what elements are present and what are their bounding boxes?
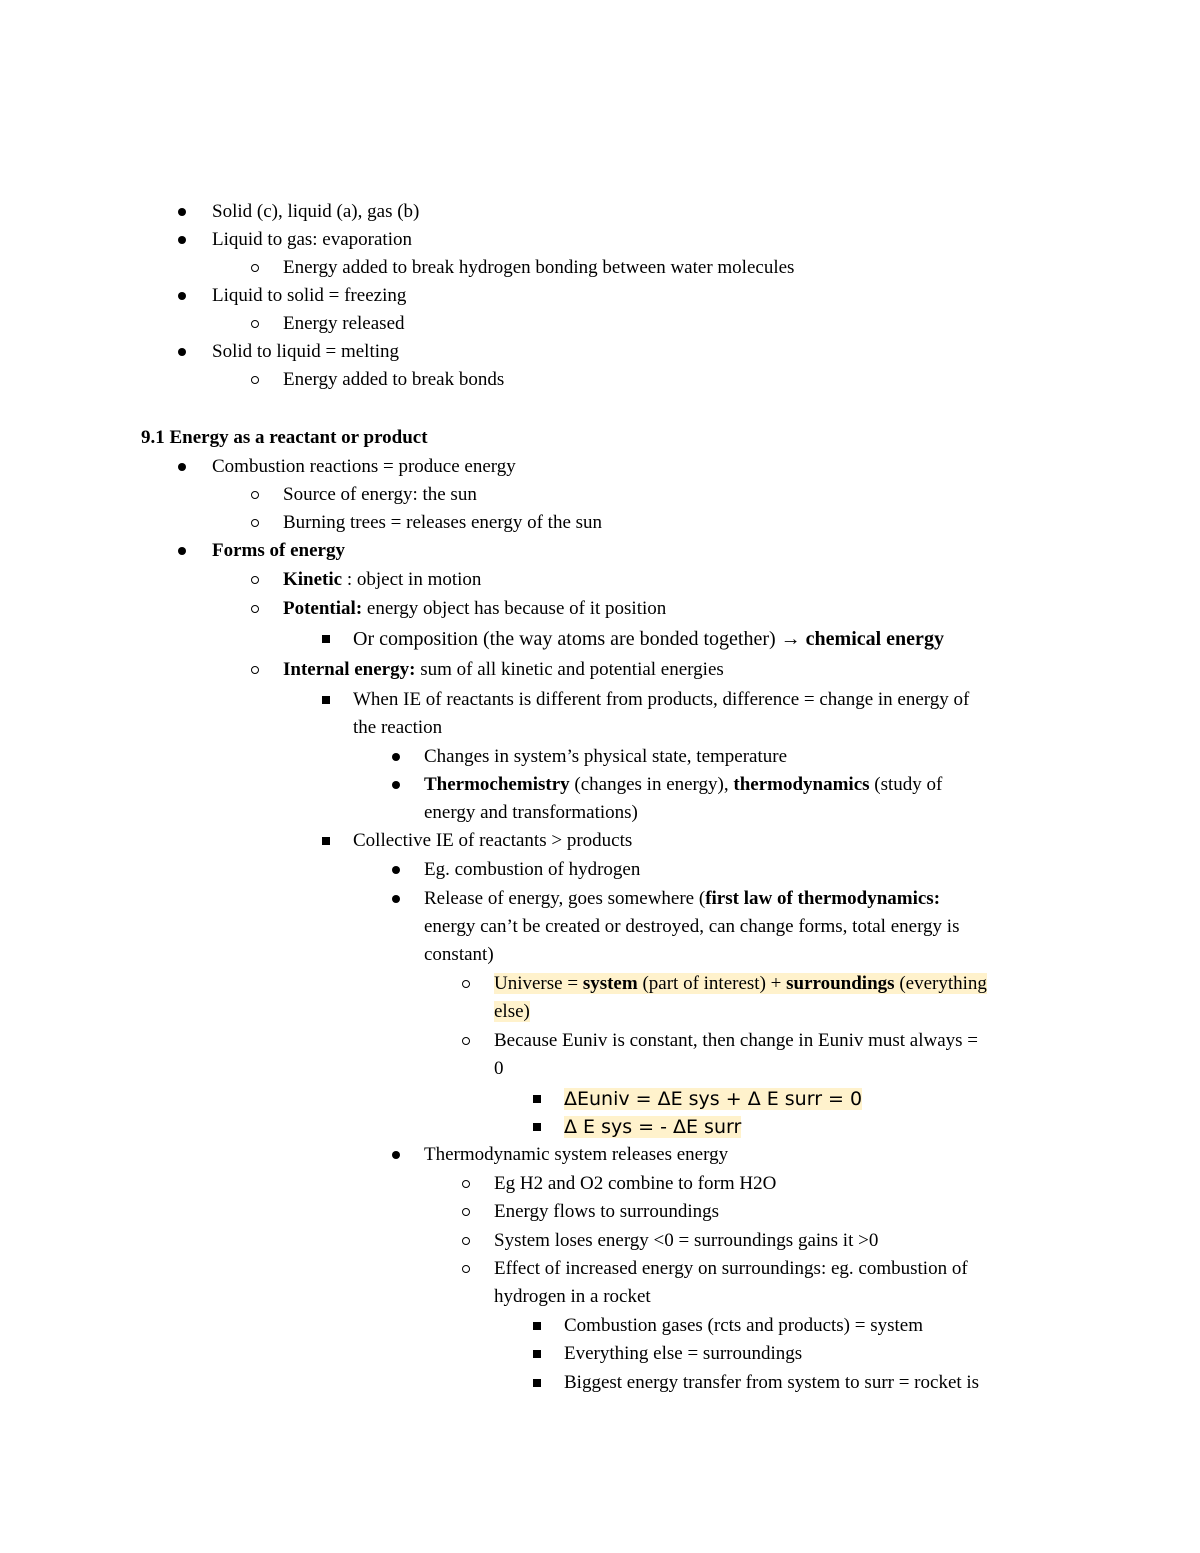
- list-item-continuation: energy can’t be created or destroyed, can change forms, total energy is: [424, 916, 960, 937]
- list-item: Liquid to solid = freezing: [212, 285, 407, 306]
- bullet-icon: [172, 198, 192, 226]
- list-item: Energy added to break hydrogen bonding between water molecules: [283, 257, 795, 278]
- list-item: Release of energy, goes somewhere (first law of thermodynamics:: [424, 888, 941, 909]
- bullet-icon: [316, 827, 336, 855]
- list-item: Eg H2 and O2 combine to form H2O: [494, 1173, 777, 1194]
- list-item: Kinetic : object in motion: [283, 569, 482, 590]
- list-item: Energy released: [283, 313, 405, 334]
- list-item: Collective IE of reactants > products: [353, 830, 633, 851]
- bullet-icon: [245, 366, 265, 394]
- bullet-icon: [245, 566, 265, 594]
- bullet-icon: [386, 743, 406, 771]
- list-item: Forms of energy: [212, 540, 345, 561]
- bullet-icon: [172, 282, 192, 310]
- list-item: Or composition (the way atoms are bonded together) → chemical energy: [353, 628, 944, 650]
- bullet-icon: [456, 970, 476, 998]
- bullet-icon: [316, 686, 336, 714]
- list-item: Combustion reactions = produce energy: [212, 456, 516, 477]
- list-item-continuation: energy and transformations): [424, 802, 638, 823]
- list-item: Thermodynamic system releases energy: [424, 1144, 729, 1165]
- list-item: Potential: energy object has because of it position: [283, 598, 667, 619]
- bullet-icon: [245, 310, 265, 338]
- list-item-continuation: hydrogen in a rocket: [494, 1286, 651, 1307]
- list-item: Universe = system (part of interest) + surroundings (everything: [494, 973, 987, 994]
- bullet-icon: [172, 338, 192, 366]
- list-item: Internal energy: sum of all kinetic and potential energies: [283, 659, 724, 680]
- bullet-icon: [316, 625, 336, 653]
- bullet-icon: [245, 481, 265, 509]
- bullet-icon: [527, 1340, 547, 1368]
- list-item: Thermochemistry (changes in energy), thermodynamics (study of: [424, 774, 943, 795]
- bullet-icon: [386, 885, 406, 913]
- bullet-icon: [456, 1170, 476, 1198]
- bullet-icon: [245, 509, 265, 537]
- list-item-continuation: constant): [424, 944, 494, 965]
- equation: ΔEuniv = ΔE sys + Δ E surr = 0: [564, 1088, 863, 1110]
- bullet-icon: [386, 856, 406, 884]
- bullet-icon: [386, 1141, 406, 1169]
- list-item-continuation: 0: [494, 1058, 504, 1079]
- bullet-icon: [172, 453, 192, 481]
- bullet-icon: [456, 1255, 476, 1283]
- bullet-icon: [172, 537, 192, 565]
- list-item: Energy flows to surroundings: [494, 1201, 719, 1222]
- bullet-icon: [527, 1113, 547, 1141]
- list-item: Everything else = surroundings: [564, 1343, 803, 1364]
- list-item: Source of energy: the sun: [283, 484, 477, 505]
- section-heading: 9.1 Energy as a reactant or product: [141, 427, 428, 448]
- bullet-icon: [245, 595, 265, 623]
- list-item: Eg. combustion of hydrogen: [424, 859, 641, 880]
- list-item: Changes in system’s physical state, temperature: [424, 746, 788, 767]
- list-item: System loses energy <0 = surroundings gains it >0: [494, 1230, 879, 1251]
- list-item: When IE of reactants is different from products, difference = change in energy of: [353, 689, 970, 710]
- list-item-continuation: the reaction: [353, 717, 443, 738]
- list-item: Effect of increased energy on surroundings: eg. combustion of: [494, 1258, 968, 1279]
- list-item: Solid to liquid = melting: [212, 341, 400, 362]
- bullet-icon: [456, 1227, 476, 1255]
- list-item: Solid (c), liquid (a), gas (b): [212, 201, 420, 222]
- bullet-icon: [527, 1369, 547, 1397]
- list-item-continuation: else): [494, 1001, 530, 1022]
- bullet-icon: [456, 1198, 476, 1226]
- list-item: Combustion gases (rcts and products) = system: [564, 1315, 924, 1336]
- equation: Δ E sys = - ΔE surr: [564, 1116, 742, 1138]
- bullet-icon: [245, 254, 265, 282]
- list-item: Liquid to gas: evaporation: [212, 229, 412, 250]
- list-item: Because Euniv is constant, then change in Euniv must always =: [494, 1030, 979, 1051]
- list-item: Energy added to break bonds: [283, 369, 505, 390]
- list-item: Biggest energy transfer from system to surr = rocket is: [564, 1372, 980, 1393]
- bullet-icon: [245, 656, 265, 684]
- list-item: Burning trees = releases energy of the sun: [283, 512, 603, 533]
- bullet-icon: [456, 1027, 476, 1055]
- bullet-icon: [386, 771, 406, 799]
- bullet-icon: [527, 1085, 547, 1113]
- bullet-icon: [527, 1312, 547, 1340]
- bullet-icon: [172, 226, 192, 254]
